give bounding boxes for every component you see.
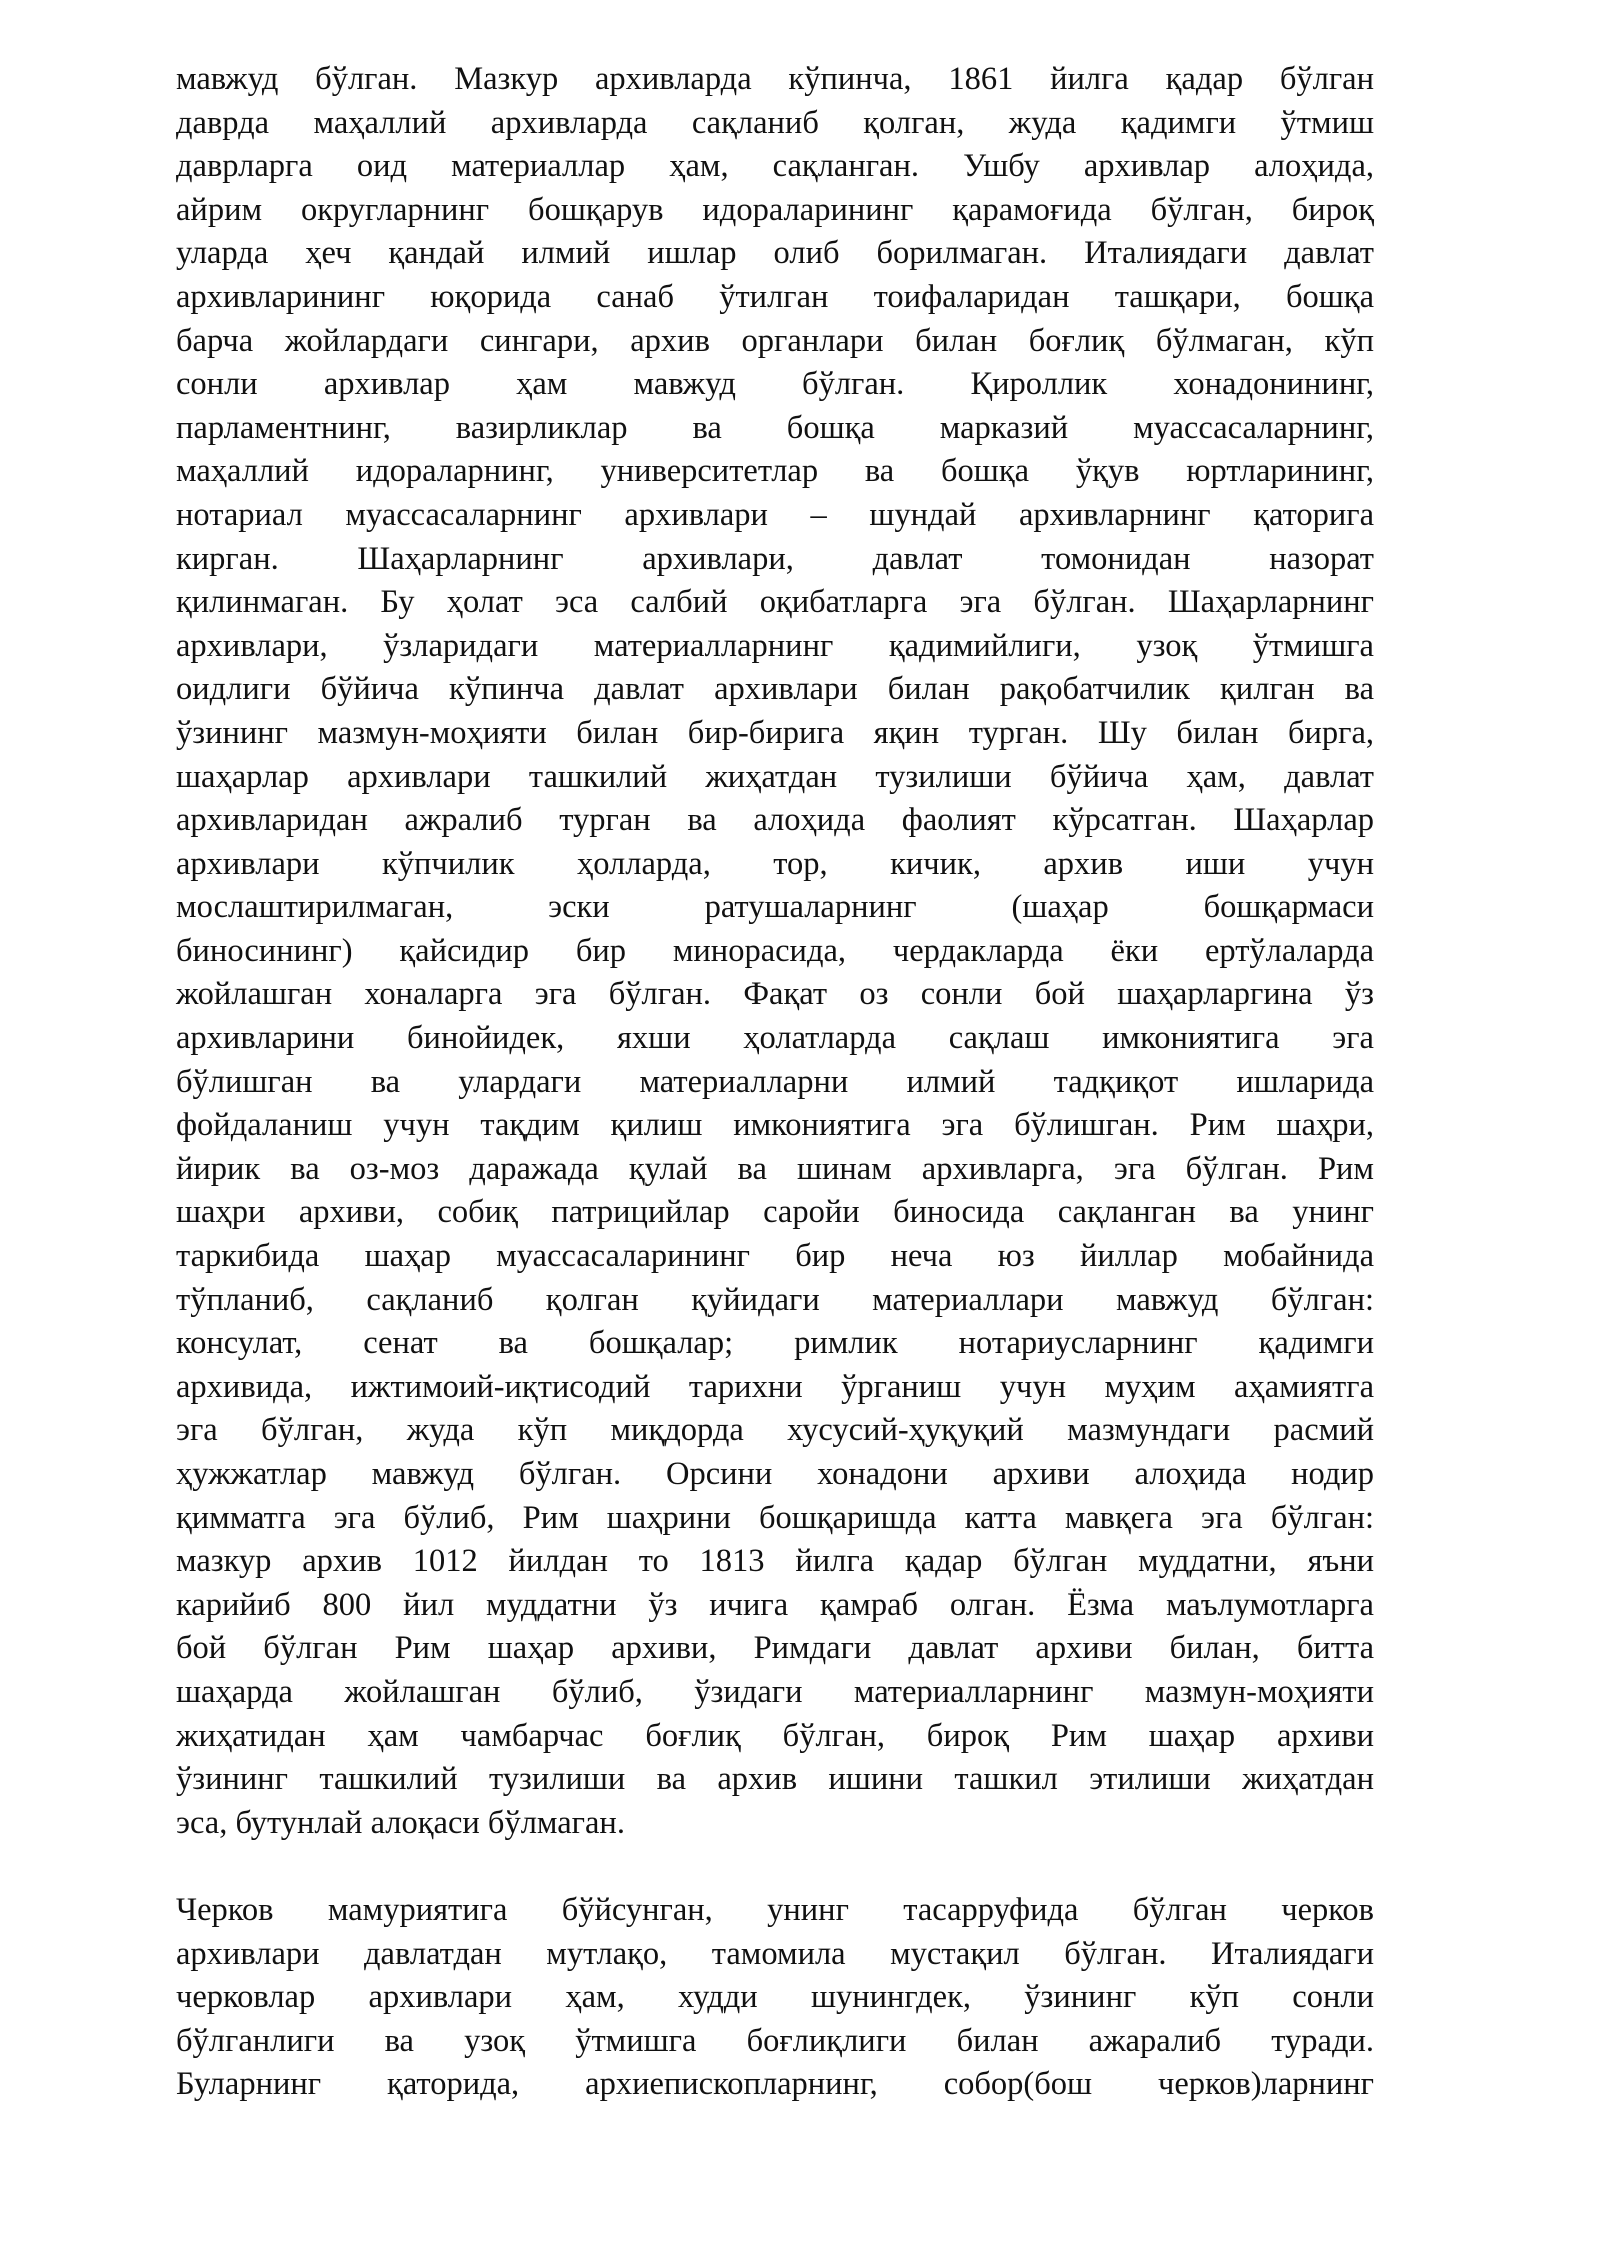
text-line: фойдаланиш учун тақдим қилиш имкониятига эга бўлишган. Рим шаҳри, <box>176 1107 1374 1144</box>
text-line: таркибида шаҳар муассасаларининг бир неча юз йиллар мобайнида <box>176 1238 1374 1275</box>
text-line: шаҳарда жойлашган бўлиб, ўзидаги материалларнинг мазмун-моҳияти <box>176 1673 1374 1710</box>
text-line: тўпланиб, сақланиб қолган қуйидаги материаллари мавжуд бўлган: <box>176 1281 1374 1318</box>
text-line: даврда маҳаллий архивларда сақланиб қолган, жуда қадимги ўтмиш <box>176 104 1374 141</box>
text-line: жиҳатидан ҳам чамбарчас боғлиқ бўлган, бироқ Рим шаҳар архиви <box>176 1717 1374 1754</box>
text-line: ўзининг ташкилий тузилиши ва архив ишини ташкил этилиши жиҳатдан <box>176 1761 1374 1798</box>
text-line: даврларга оид материаллар ҳам, сақланган. Ушбу архивлар алоҳида, <box>176 148 1374 185</box>
text-line: кирган. Шаҳарларнинг архивлари, давлат томонидан назорат <box>176 540 1374 577</box>
text-line: бой бўлган Рим шаҳар архиви, Римдаги давлат архиви билан, битта <box>176 1630 1374 1667</box>
text-line: сонли архивлар ҳам мавжуд бўлган. Қироллик хонадонининг, <box>176 366 1374 403</box>
text-line: карийиб 800 йил муддатни ўз ичига қамраб олган. Ёзма маълумотларга <box>176 1586 1374 1623</box>
text-line: қилинмаган. Бу ҳолат эса салбий оқибатларга эга бўлган. Шаҳарларнинг <box>176 584 1374 621</box>
text-line: йирик ва оз-моз даражада қулай ва шинам архивларга, эга бўлган. Рим <box>176 1150 1374 1187</box>
text-line: консулат, сенат ва бошқалар; римлик нотариусларнинг қадимги <box>176 1325 1374 1362</box>
text-line: бўлишган ва улардаги материалларни илмий тадқиқот ишларида <box>176 1063 1374 1100</box>
text-line: шаҳри архиви, собиқ патрицийлар саройи биносида сақланган ва унинг <box>176 1194 1374 1231</box>
text-line: уларда ҳеч қандай илмий ишлар олиб борилмаган. Италиядаги давлат <box>176 235 1374 272</box>
text-line: архивида, ижтимоий-иқтисодий тарихни ўрганиш учун муҳим аҳамиятга <box>176 1368 1374 1405</box>
text-line: қимматга эга бўлиб, Рим шаҳрини бошқаришда катта мавқега эга бўлган: <box>176 1499 1374 1536</box>
paragraph-gap <box>176 1845 1374 1889</box>
text-line: архивлари давлатдан мутлақо, тамомила мустақил бўлган. Италиядаги <box>176 1935 1374 1972</box>
text-line: шаҳарлар архивлари ташкилий жиҳатдан тузилиши бўйича ҳам, давлат <box>176 758 1374 795</box>
text-line: архивларини бинойидек, яхши ҳолатларда сақлаш имкониятига эга <box>176 1020 1374 1057</box>
text-line: барча жойлардаги сингари, архив органлари билан боғлиқ бўлмаган, кўп <box>176 322 1374 359</box>
text-line: парламентнинг, вазирликлар ва бошқа марказий муассасаларнинг, <box>176 409 1374 446</box>
text-line: мазкур архив 1012 йилдан то 1813 йилга қадар бўлган муддатни, яъни <box>176 1543 1374 1580</box>
text-line: нотариал муассасаларнинг архивлари – шундай архивларнинг қаторига <box>176 496 1374 533</box>
text-line: архивлари кўпчилик ҳолларда, тор, кичик, архив иши учун <box>176 845 1374 882</box>
text-line: Черков мамуриятига бўйсунган, унинг тасарруфида бўлган черков <box>176 1891 1374 1928</box>
text-line: архивларидан ажралиб турган ва алоҳида фаолият кўрсатган. Шаҳарлар <box>176 802 1374 839</box>
paragraph-archives <box>176 58 1374 1845</box>
text-line: биносининг) қайсидир бир минорасида, чердакларда ёки ертўлаларда <box>176 932 1374 969</box>
text-line: мослаштирилмаган, эски ратушаларнинг (шаҳар бошқармаси <box>176 889 1374 926</box>
text-line: эга бўлган, жуда кўп миқдорда хусусий-ҳуқуқий мазмундаги расмий <box>176 1412 1374 1449</box>
paragraph-church-archives <box>176 1889 1374 2107</box>
text-line: бўлганлиги ва узоқ ўтмишга боғлиқлиги билан ажаралиб туради. <box>176 2022 1374 2059</box>
text-line: жойлашган хоналарга эга бўлган. Фақат оз сонли бой шаҳарларгина ўз <box>176 976 1374 1013</box>
text-line: эса, бутунлай алоқаси бўлмаган. <box>176 1804 625 1841</box>
text-line: айрим округларнинг бошқарув идораларининг қарамоғида бўлган, бироқ <box>176 191 1374 228</box>
text-line: оидлиги бўйича кўпинча давлат архивлари билан рақобатчилик қилган ва <box>176 671 1374 708</box>
text-line: архивлари, ўзларидаги материалларнинг қадимийлиги, узоқ ўтмишга <box>176 627 1374 664</box>
text-line: архивларининг юқорида санаб ўтилган тоифаларидан ташқари, бошқа <box>176 278 1374 315</box>
text-line: мавжуд бўлган. Мазкур архивларда кўпинча, 1861 йилга қадар бўлган <box>176 61 1374 97</box>
text-line: ўзининг мазмун-моҳияти билан бир-бирига яқин турган. Шу билан бирга, <box>176 714 1374 751</box>
document-page <box>176 58 1374 2107</box>
text-line: Буларнинг қаторида, архиепископларнинг, собор(бош черков)ларнинг <box>176 2066 1374 2103</box>
text-line: ҳужжатлар мавжуд бўлган. Орсини хонадони архиви алоҳида нодир <box>176 1456 1374 1492</box>
text-line: черковлар архивлари ҳам, худди шунингдек, ўзининг кўп сонли <box>176 1979 1374 2016</box>
text-line: маҳаллий идораларнинг, университетлар ва бошқа ўқув юртларининг, <box>176 453 1374 490</box>
